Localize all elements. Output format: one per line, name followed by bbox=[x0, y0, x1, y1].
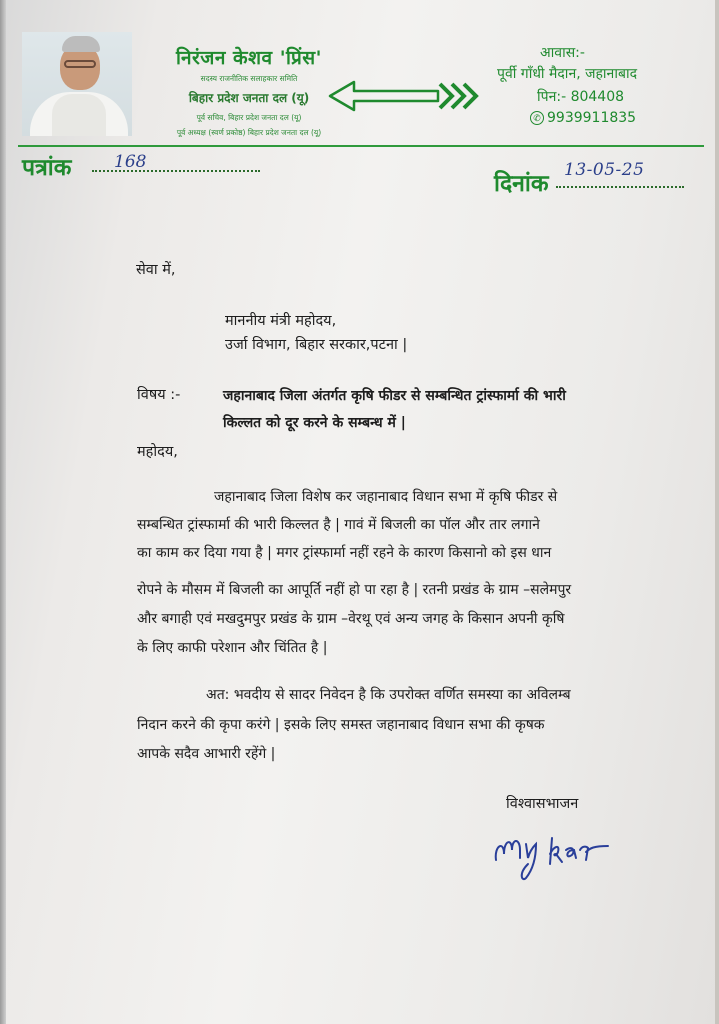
address-text: पूर्वी गाँधी मैदान, जहानाबाद bbox=[497, 66, 638, 82]
phone-number-text: 9939911835 bbox=[547, 110, 637, 126]
dinank-label: दिनांक bbox=[494, 171, 549, 197]
paragraph-2-line: आपके सदैव आभारी रहेंगे | bbox=[137, 746, 276, 762]
greeting: महोदय, bbox=[137, 444, 178, 460]
address-label: आवास:- bbox=[540, 45, 585, 61]
closing: विश्वासभाजन bbox=[506, 796, 579, 812]
page-fold-shadow bbox=[0, 0, 6, 1024]
letterhead-name: निरंजन केशव 'प्रिंस' bbox=[176, 47, 322, 69]
recipient-line-1: माननीय मंत्री महोदय, bbox=[225, 313, 337, 329]
handwritten-signature bbox=[490, 820, 620, 882]
pin-code: पिन:- 804408 bbox=[537, 89, 625, 105]
letterhead-party: बिहार प्रदेश जनता दल (यू) bbox=[188, 91, 310, 105]
recipient-line-2: उर्जा विभाग, बिहार सरकार,पटना | bbox=[225, 337, 408, 353]
subject-line-2: किल्लत को दूर करने के सम्बन्ध में | bbox=[223, 415, 406, 431]
phone-icon: ✆ bbox=[530, 111, 544, 125]
paragraph-1-line: के लिए काफी परेशान और चिंतित है | bbox=[137, 640, 328, 656]
paragraph-1-line: का काम कर दिया गया है | मगर ट्रांस्फार्मा नहीं रहने के कारण किसानो को इस धान bbox=[137, 545, 552, 561]
dinank-value: 13-05-25 bbox=[564, 160, 645, 180]
phone-number bbox=[530, 110, 636, 126]
page-edge bbox=[715, 0, 719, 1024]
letterhead-designation-1: सदस्य राजनीतिक सलाहकार समिति bbox=[200, 74, 298, 83]
subject-line-1: जहानाबाद जिला अंतर्गत कृषि फीडर से सम्बन्धित ट्रांस्फार्मा की भारी bbox=[223, 388, 566, 404]
patrank-label: पत्रांक bbox=[22, 155, 72, 181]
paragraph-2-line: निदान करने की कृपा करंगे | इसके लिए समस्त जहानाबाद विधान सभा की कृषक bbox=[137, 717, 545, 733]
subject-label: विषय :- bbox=[137, 387, 181, 403]
salutation-to: सेवा में, bbox=[136, 262, 176, 278]
paragraph-1-line: सम्बन्धित ट्रांस्फार्मा की भारी किल्लत है | गावं में बिजली का पॉल और तार लगाने bbox=[137, 517, 540, 533]
patrank-value: 168 bbox=[114, 152, 147, 172]
portrait-photo bbox=[22, 32, 132, 136]
letterhead-designation-3: पूर्व अध्यक्ष (स्वर्ण प्रकोष्ठ) बिहार प्रदेश जनता दल (यू) bbox=[176, 128, 322, 137]
paragraph-1-line: जहानाबाद जिला विशेष कर जहानाबाद विधान सभा में कृषि फीडर से bbox=[214, 489, 558, 505]
dinank-dotted-line bbox=[556, 186, 684, 188]
letterhead-designation-2: पूर्व सचिव, बिहार प्रदेश जनता दल (यू) bbox=[196, 113, 302, 122]
paragraph-2-line: अत: भवदीय से सादर निवेदन है कि उपरोक्त वर्णित समस्या का अविलम्ब bbox=[206, 687, 571, 703]
letterhead-divider bbox=[18, 145, 704, 147]
arrow-emblem-icon bbox=[328, 78, 480, 114]
paragraph-1-line: और बगाही एवं मखदुमपुर प्रखंड के ग्राम –वेरथू एवं अन्य जगह के किसान अपनी कृषि bbox=[137, 611, 565, 627]
paragraph-1-line: रोपने के मौसम में बिजली का आपूर्ति नहीं हो पा रहा है | रतनी प्रखंड के ग्राम –सलेमपुर bbox=[137, 582, 572, 598]
